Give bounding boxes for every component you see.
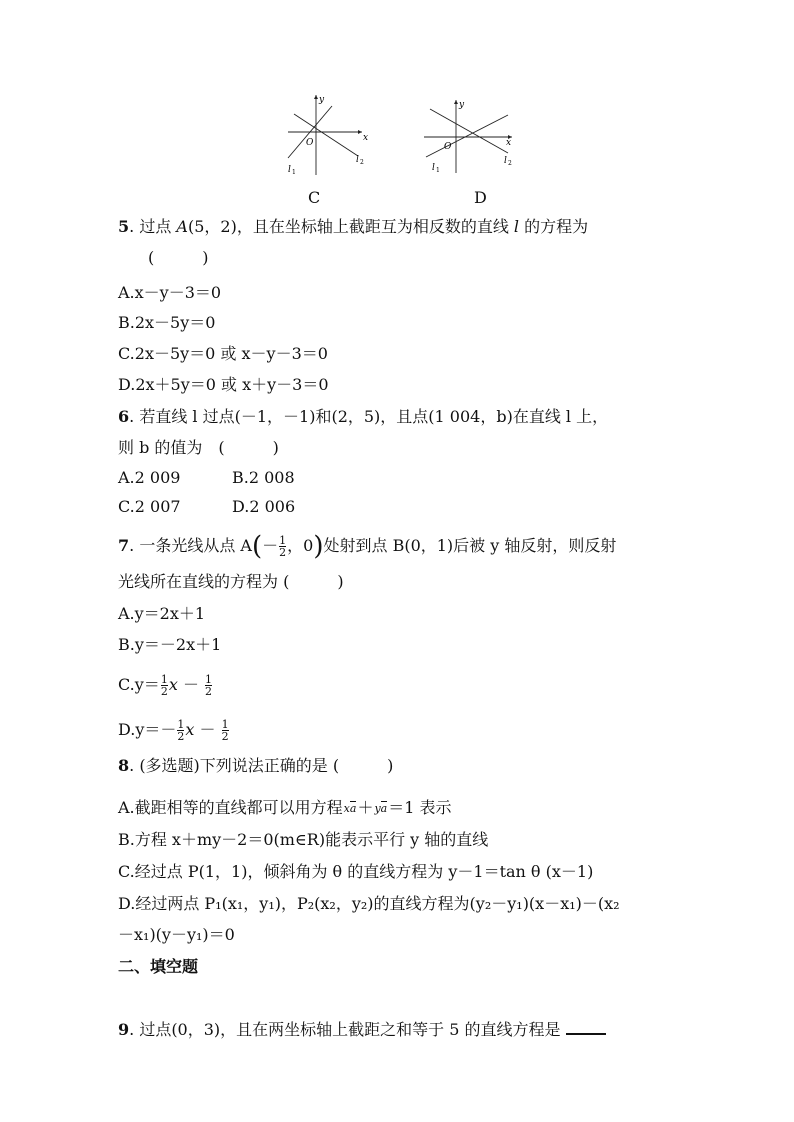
q8-option-d-line2: －x₁)(y－y₁)＝0 bbox=[118, 925, 235, 944]
q6-stem-line2: 则 b 的值为 ( ) bbox=[118, 438, 279, 457]
figure-d-axis-x: x bbox=[506, 138, 512, 148]
q7-half-num: 1 bbox=[279, 534, 287, 547]
q7-right-paren: ) bbox=[313, 531, 324, 562]
q7-option-d-frac2-den: 2 bbox=[221, 730, 229, 743]
q8-option-a-plus: ＋ bbox=[357, 798, 374, 817]
q8-option-c: C.经过点 P(1，1)，倾斜角为 θ 的直线方程为 y－1＝tan θ (x－1) bbox=[118, 862, 594, 881]
q5-option-b: B.2x－5y＝0 bbox=[118, 313, 216, 332]
q5-text-c: 的方程为 bbox=[519, 217, 589, 236]
figure-c-axis-y: y bbox=[319, 95, 325, 105]
figure-d-line2: l bbox=[504, 156, 507, 166]
q6-option-b: B.2 008 bbox=[232, 468, 295, 487]
q5-point: A bbox=[176, 217, 188, 236]
q8-option-a-post: ＝1 表示 bbox=[388, 798, 452, 817]
q7-option-d-frac2-num: 1 bbox=[221, 718, 229, 731]
q6-line1: . 若直线 l 过点(－1，－1)和(2，5)，且点(1 004，b)在直线 l 上， bbox=[129, 407, 609, 426]
figure-c-axis-x: x bbox=[363, 133, 369, 143]
q7-option-d-x: x bbox=[185, 720, 195, 739]
q8-option-b: B.方程 x＋my－2＝0(m∈R)能表示平行 y 轴的直线 bbox=[118, 830, 489, 849]
q7-option-c-frac1-num: 1 bbox=[160, 673, 168, 686]
q5-line-l: l bbox=[513, 217, 520, 236]
q5-text-b: (5，2)，且在坐标轴上截距互为相反数的直线 bbox=[187, 217, 514, 236]
q7-number: 7 bbox=[118, 536, 130, 555]
q7-half bbox=[279, 535, 286, 558]
q7-option-c-x: x bbox=[168, 675, 178, 694]
q7-option-c-frac1 bbox=[161, 674, 168, 697]
figure-d-label: D bbox=[474, 188, 487, 207]
q8-option-a-frac-x-den: a bbox=[349, 802, 357, 815]
figure-d-axis-y: y bbox=[459, 100, 465, 110]
q8-text: . (多选题)下列说法正确的是 ( ) bbox=[129, 756, 394, 775]
q8-option-a bbox=[118, 797, 452, 819]
q9-text: . 过点(0，3)，且在两坐标轴上截距之和等于 5 的直线方程是 bbox=[129, 1020, 561, 1039]
q7-stem-line1 bbox=[118, 531, 617, 562]
q7-stem-line2: 光线所在直线的方程为 ( ) bbox=[118, 572, 344, 591]
q7-option-d-pre: D.y＝－ bbox=[118, 720, 177, 739]
q7-option-d bbox=[118, 719, 230, 742]
q9-number: 9 bbox=[118, 1020, 130, 1039]
q7-option-a: A.y＝2x＋1 bbox=[118, 604, 206, 623]
q7-option-b: B.y＝－2x＋1 bbox=[118, 635, 222, 654]
q5-option-a: A.x－y－3＝0 bbox=[118, 283, 222, 302]
section-heading-fill-in: 二、填空题 bbox=[118, 957, 199, 976]
figure-c-line2-sub: 2 bbox=[360, 159, 364, 166]
figure-c-label: C bbox=[308, 188, 321, 207]
figure-d-line1: l bbox=[432, 163, 435, 173]
q7-option-c-frac2-num: 1 bbox=[205, 673, 213, 686]
q6-option-c: C.2 007 bbox=[118, 497, 181, 516]
q5-stem bbox=[118, 216, 588, 238]
q9-answer-blank[interactable] bbox=[566, 1017, 606, 1035]
q8-stem bbox=[118, 755, 393, 777]
q7-option-c bbox=[118, 674, 213, 697]
q8-option-a-frac-x-num: x bbox=[343, 802, 350, 815]
q7-option-d-frac1 bbox=[177, 719, 184, 742]
q6-option-d: D.2 006 bbox=[232, 497, 296, 516]
q7-zero: ，0 bbox=[287, 536, 314, 555]
q8-option-a-pre: A.截距相等的直线都可以用方程 bbox=[118, 798, 343, 817]
q6-stem-line1 bbox=[118, 406, 608, 428]
q5-option-d: D.2x＋5y＝0 或 x＋y－3＝0 bbox=[118, 375, 329, 394]
q8-number: 8 bbox=[118, 756, 130, 775]
q7-option-d-frac1-num: 1 bbox=[177, 718, 185, 731]
figure-d-origin: O bbox=[444, 142, 452, 152]
q7-option-d-frac1-den: 2 bbox=[177, 730, 185, 743]
figure-d-line1-sub: 1 bbox=[436, 167, 440, 174]
figure-c bbox=[280, 90, 370, 180]
q7-option-d-minus: － bbox=[199, 720, 216, 739]
q7-text-a: . 一条光线从点 A bbox=[129, 536, 252, 555]
q7-option-d-frac2 bbox=[222, 719, 229, 742]
figure-c-line2: l bbox=[356, 155, 359, 165]
q7-option-c-frac1-den: 2 bbox=[160, 685, 168, 698]
q5-text-a: . 过点 bbox=[129, 217, 177, 236]
q8-option-a-frac-y bbox=[374, 803, 387, 814]
q8-option-a-frac-x bbox=[344, 803, 357, 814]
q7-option-c-pre: C.y＝ bbox=[118, 675, 160, 694]
figure-c-line1-sub: 1 bbox=[292, 169, 296, 176]
q7-minus: － bbox=[262, 536, 279, 555]
q8-option-d-line1: D.经过两点 P₁(x₁，y₁)，P₂(x₂，y₂)的直线方程为(y₂－y₁)(x－x₁)－(x₂ bbox=[118, 894, 620, 913]
q6-number: 6 bbox=[118, 407, 130, 426]
figure-d bbox=[420, 95, 520, 180]
q5-paren: ( ) bbox=[148, 248, 209, 267]
q8-option-a-frac-y-den: a bbox=[380, 802, 388, 815]
q7-text-b: 处射到点 B(0，1)后被 y 轴反射，则反射 bbox=[323, 536, 617, 555]
q9-stem bbox=[118, 1017, 606, 1041]
q7-half-den: 2 bbox=[279, 546, 287, 559]
q7-option-c-frac2 bbox=[205, 674, 212, 697]
q7-option-c-minus: － bbox=[182, 675, 199, 694]
figure-d-line2-sub: 2 bbox=[508, 160, 512, 167]
q6-option-a: A.2 009 bbox=[118, 468, 181, 487]
q5-number: 5 bbox=[118, 217, 130, 236]
q8-option-a-frac-y-num: y bbox=[374, 802, 381, 815]
figure-c-line1: l bbox=[288, 165, 291, 175]
figure-c-origin: O bbox=[306, 138, 314, 148]
q7-option-c-frac2-den: 2 bbox=[205, 685, 213, 698]
q7-left-paren: ( bbox=[251, 531, 263, 562]
q5-option-c: C.2x－5y＝0 或 x－y－3＝0 bbox=[118, 344, 328, 363]
